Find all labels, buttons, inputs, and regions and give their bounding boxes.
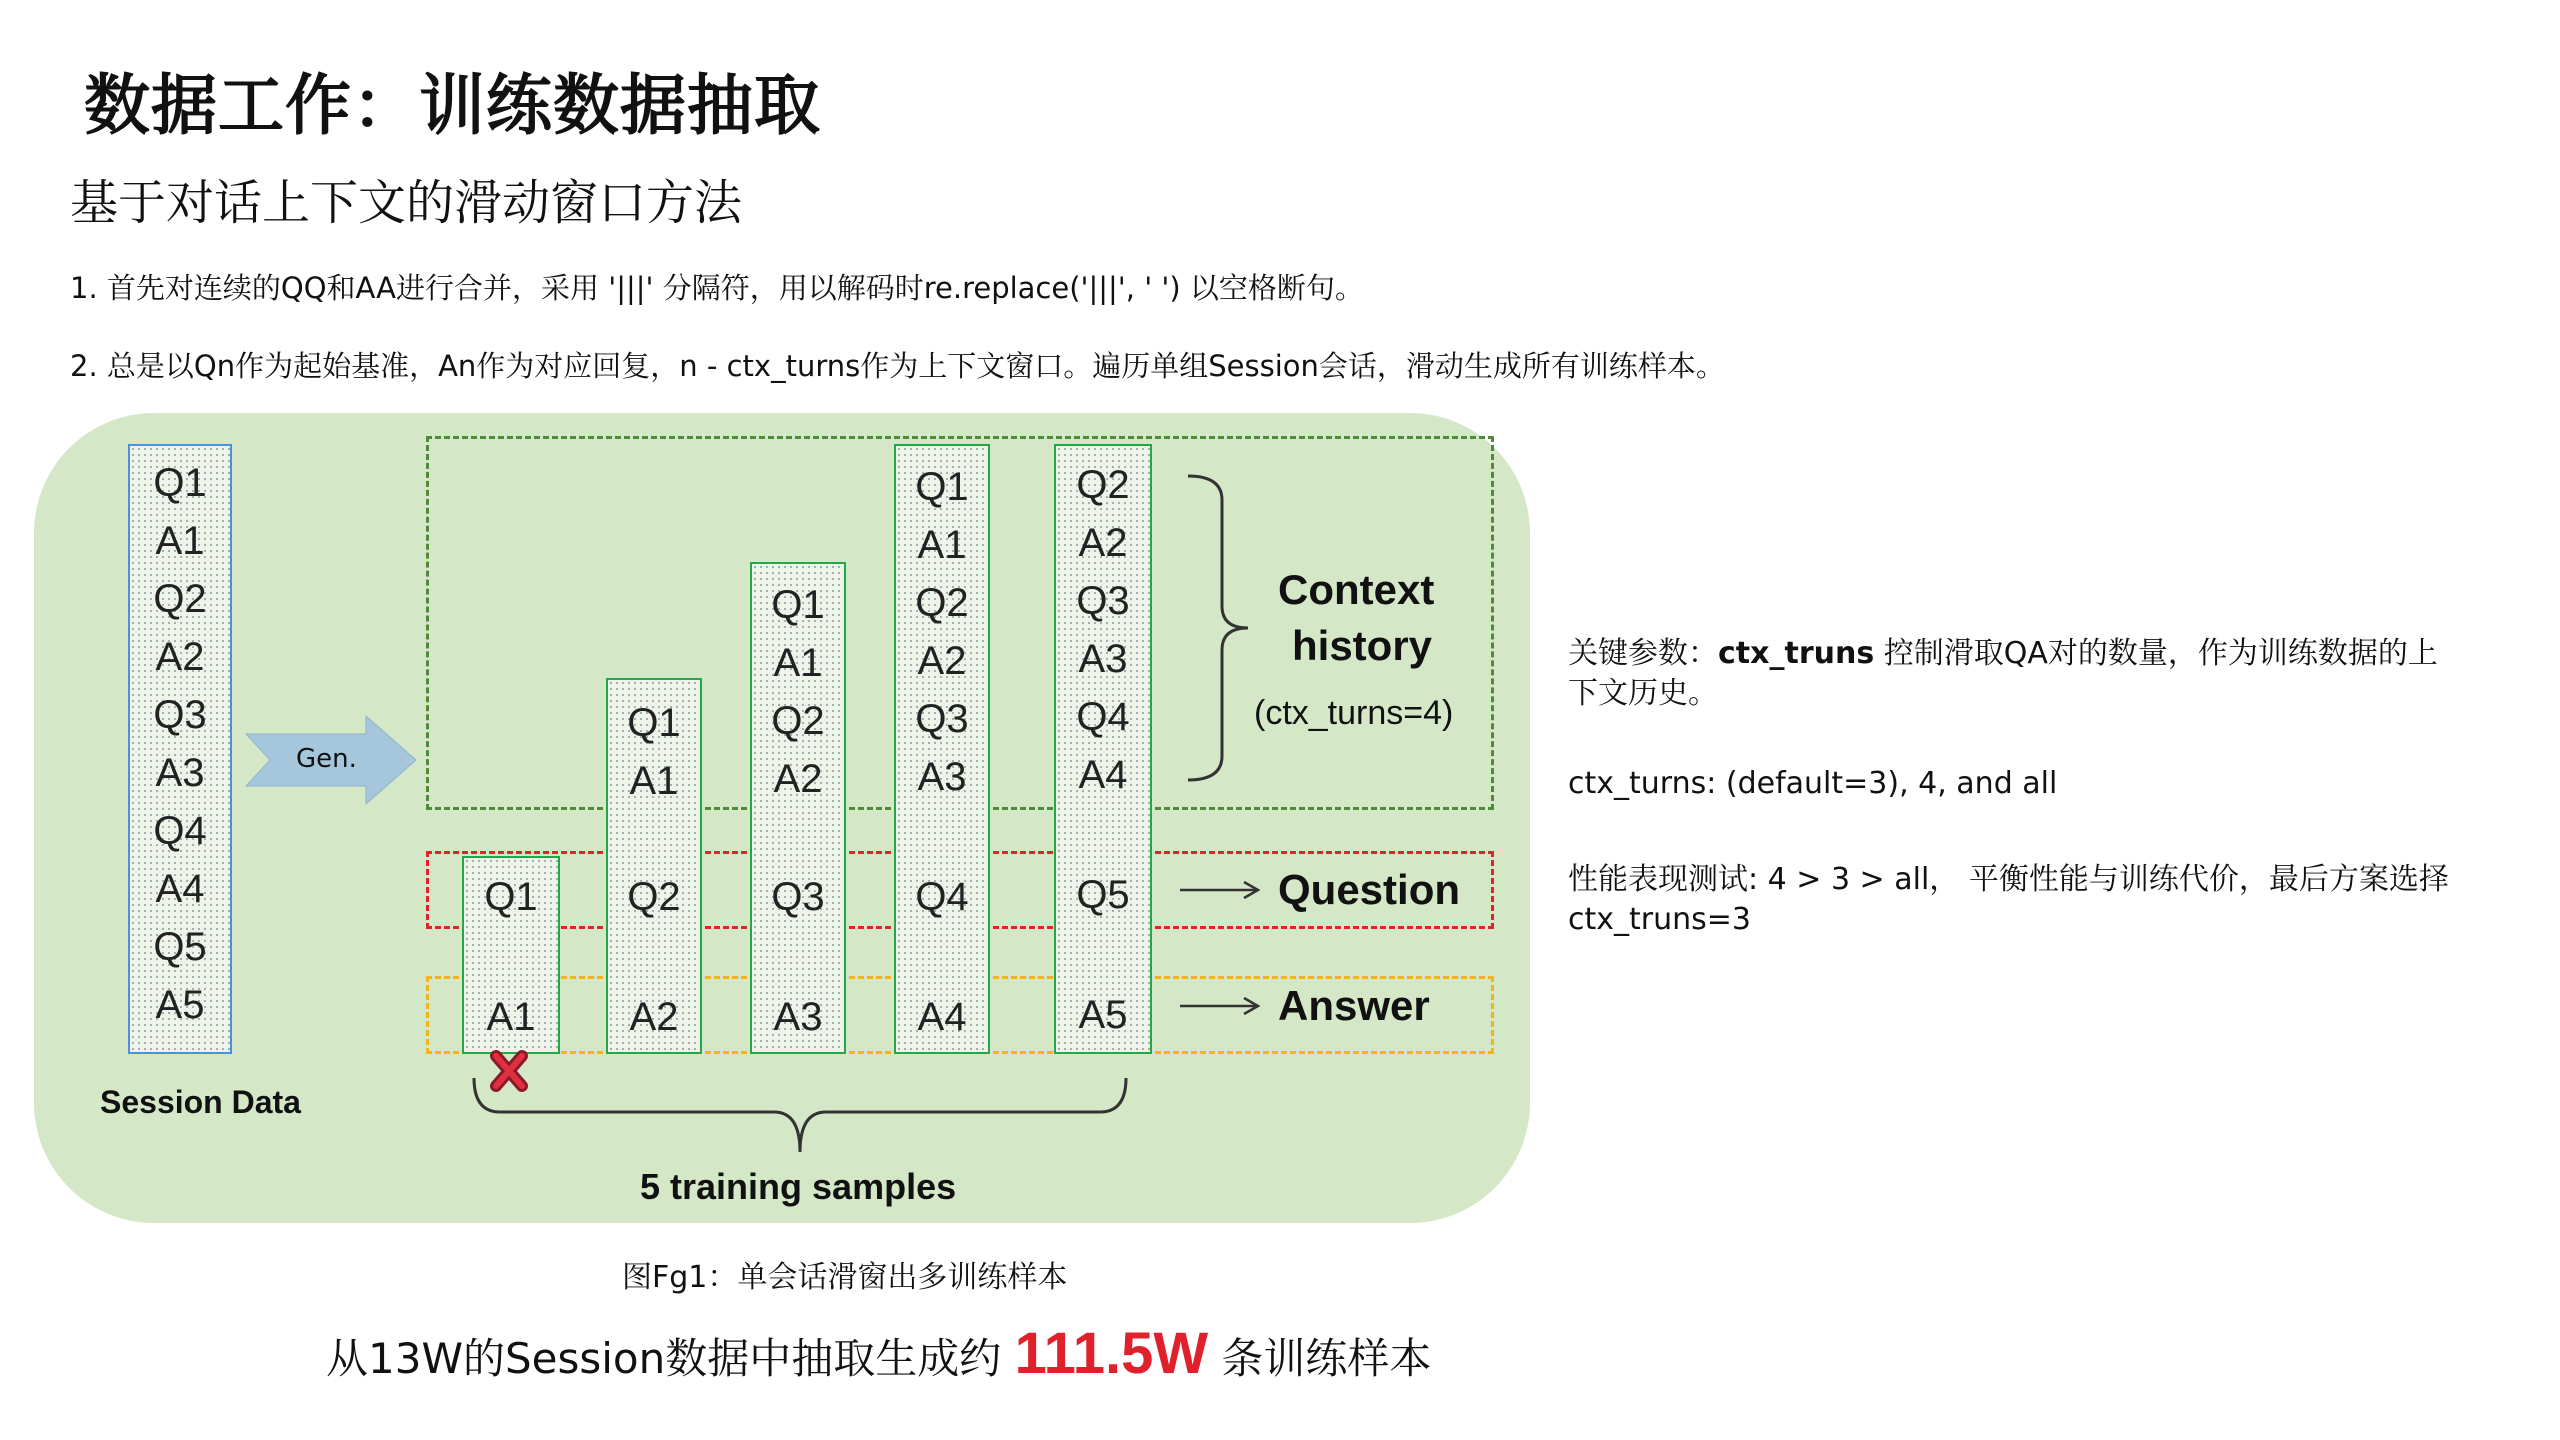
answer-arrow-icon — [1180, 998, 1258, 1014]
sample-item: Q2 — [771, 699, 825, 743]
summary-line — [326, 1320, 1431, 1387]
question-arrow-icon — [1180, 882, 1258, 898]
sample-item: A2 — [917, 639, 967, 683]
sample-item: A1 — [773, 641, 823, 685]
sample-item: Q4 — [1076, 695, 1130, 739]
gen-label: Gen. — [296, 744, 357, 774]
note-key-param: ctx_truns — [1718, 636, 1875, 671]
page-title: 数据工作：训练数据抽取 — [84, 67, 821, 144]
sample-item: Q5 — [1076, 873, 1130, 917]
sample-item: A2 — [773, 757, 823, 801]
context-param-label: (ctx_turns=4) — [1254, 694, 1454, 732]
step-point-2: 2. 总是以Qn作为起始基准，An作为对应回复，n - ctx_turns作为上下文窗口。遍历单组Session会话，滑动生成所有训练样本。 — [70, 349, 1725, 383]
sample-item: Q3 — [915, 697, 969, 741]
summary-suffix: 条训练样本 — [1208, 1334, 1432, 1383]
sample-item: Q2 — [627, 875, 681, 919]
session-item: A2 — [155, 635, 205, 679]
sample-item: A3 — [1078, 637, 1128, 681]
sample-item: A1 — [486, 995, 536, 1039]
note-performance — [1568, 860, 2449, 940]
session-item: A4 — [155, 867, 205, 911]
session-item: A1 — [155, 519, 205, 563]
session-item: A3 — [155, 751, 205, 795]
note-key-parameter — [1568, 634, 2438, 714]
sample-item: Q4 — [915, 875, 969, 919]
sample-item: Q3 — [771, 875, 825, 919]
x-mark-icon — [496, 1056, 522, 1086]
note-key-line2: 下文历史。 — [1568, 676, 1718, 711]
samples-brace-icon — [474, 1078, 1126, 1152]
summary-count: 111.5W — [1014, 1321, 1209, 1386]
note-perf-line2: ctx_truns=3 — [1568, 902, 1751, 937]
session-item: A5 — [155, 983, 205, 1027]
question-label: Question — [1278, 866, 1461, 913]
sample-item: Q1 — [915, 465, 969, 509]
sample-item: A5 — [1078, 993, 1128, 1037]
session-item: Q3 — [153, 693, 207, 737]
sample-item: Q2 — [1076, 463, 1130, 507]
sample-item: A3 — [773, 995, 823, 1039]
sample-item: A4 — [917, 995, 967, 1039]
sample-item: A1 — [917, 523, 967, 567]
sample-item: A3 — [917, 755, 967, 799]
figure-caption: 图Fg1：单会话滑窗出多训练样本 — [622, 1260, 1068, 1295]
sample-item: A4 — [1078, 753, 1128, 797]
context-label-2: history — [1292, 622, 1433, 669]
session-item: Q2 — [153, 577, 207, 621]
session-item: Q4 — [153, 809, 207, 853]
sample-item: A2 — [629, 995, 679, 1039]
note-perf-line1: 性能表现测试: 4 > 3 > all， 平衡性能与训练代价，最后方案选择 — [1568, 862, 2449, 897]
summary-prefix: 从13W的Session数据中抽取生成约 — [326, 1334, 1015, 1383]
answer-label: Answer — [1278, 982, 1430, 1029]
session-item: Q5 — [153, 925, 207, 969]
step-point-1: 1. 首先对连续的QQ和AA进行合并，采用 '|||' 分隔符，用以解码时re.replace('|||', ' ') 以空格断句。 — [70, 271, 1364, 305]
session-item: Q1 — [153, 461, 207, 505]
sample-item: Q2 — [915, 581, 969, 625]
sample-item: Q1 — [771, 583, 825, 627]
session-data-label: Session Data — [100, 1084, 301, 1120]
sample-item: Q3 — [1076, 579, 1130, 623]
context-label-1: Context — [1278, 566, 1435, 613]
page-subtitle: 基于对话上下文的滑动窗口方法 — [70, 175, 743, 231]
sample-item: A1 — [629, 759, 679, 803]
sample-item: Q1 — [627, 701, 681, 745]
note-options: ctx_turns: (default=3), 4, and all — [1568, 766, 2058, 801]
note-key-prefix: 关键参数： — [1568, 636, 1718, 671]
training-samples-label: 5 training samples — [640, 1166, 957, 1207]
note-key-rest: 控制滑取QA对的数量，作为训练数据的上 — [1874, 636, 2438, 671]
context-brace-icon — [1188, 476, 1248, 780]
sample-item: Q1 — [484, 875, 538, 919]
sample-item: A2 — [1078, 521, 1128, 565]
